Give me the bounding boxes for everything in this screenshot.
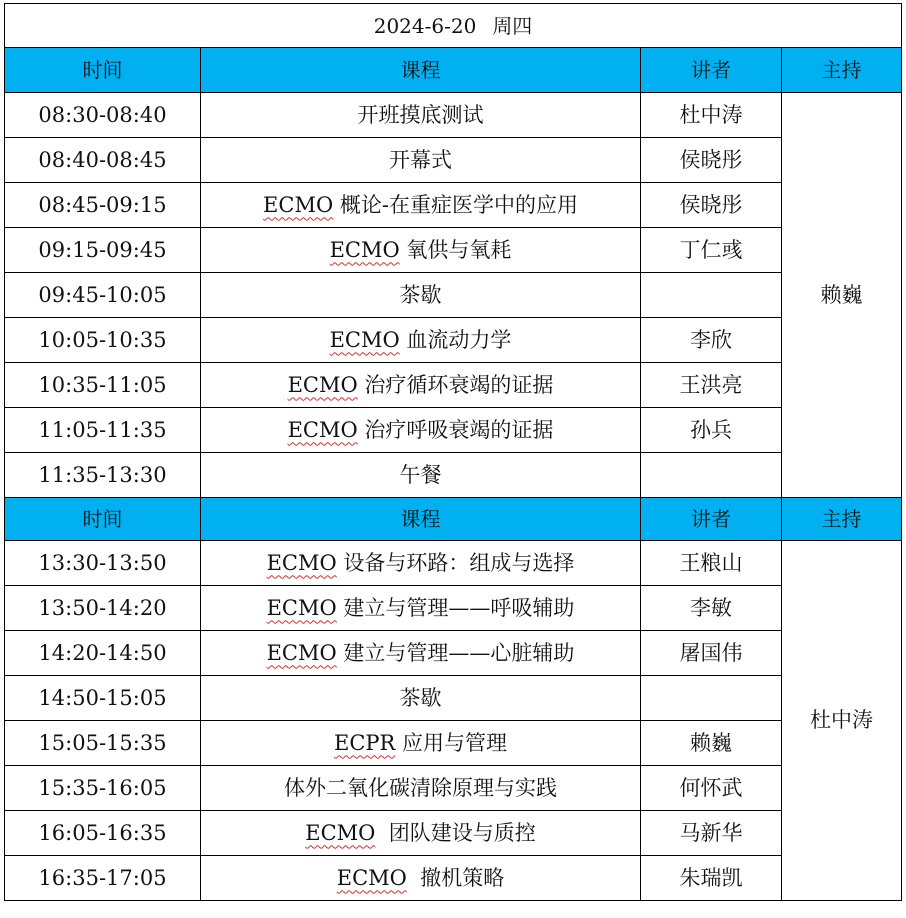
course-cell [201,183,641,228]
time-cell: 14:50-15:05 [5,676,201,721]
course-abbr: ECMO [336,865,407,890]
course-cell [201,631,641,676]
course-title: 应用与管理 [395,730,508,755]
time-cell: 08:30-08:40 [5,93,201,138]
time-cell: 14:20-14:50 [5,631,201,676]
course-abbr: ECMO [329,327,400,352]
schedule-row [5,228,902,273]
title-date: 2024-6-20 [373,13,477,38]
time-cell: 11:05-11:35 [5,408,201,453]
time-cell: 15:35-16:05 [5,766,201,811]
schedule-row [5,93,902,138]
schedule-row [5,273,902,318]
header-row [5,498,902,541]
course-title: 治疗循环衰竭的证据 [357,372,554,397]
course-title: 开幕式 [389,147,452,172]
speaker-cell: 杜中涛 [641,93,782,138]
speaker-cell: 孙兵 [641,408,782,453]
course-title: 体外二氧化碳清除原理与实践 [284,775,557,800]
time-cell: 09:15-09:45 [5,228,201,273]
course-cell [201,856,641,901]
course-cell [201,138,641,183]
course-cell [201,541,641,586]
course-title: 开班摸底测试 [357,102,484,127]
schedule-row [5,586,902,631]
title-weekday: 周四 [492,13,533,38]
course-abbr: ECMO [287,372,358,397]
schedule-row [5,318,902,363]
speaker-cell [641,453,782,498]
course-cell: 午餐 [201,453,641,498]
speaker-cell: 朱瑞凯 [641,856,782,901]
header-time: 时间 [5,498,201,541]
course-cell [201,273,641,318]
time-cell: 10:05-10:35 [5,318,201,363]
time-cell: 15:05-15:35 [5,721,201,766]
time-cell: 16:35-17:05 [5,856,201,901]
course-abbr: ECMO [266,595,337,620]
speaker-cell [641,273,782,318]
time-cell: 13:50-14:20 [5,586,201,631]
course-title: 茶歇 [399,685,442,710]
course-cell [201,408,641,453]
header-row [5,48,902,93]
course-abbr: ECPR [333,730,396,755]
time-cell: 10:35-11:05 [5,363,201,408]
course-abbr: ECMO [266,640,337,665]
course-cell [201,363,641,408]
schedule-row [5,408,902,453]
course-cell [201,586,641,631]
schedule-row [5,721,902,766]
speaker-cell: 李欣 [641,318,782,363]
course-cell [201,811,641,856]
schedule-row [5,541,902,586]
speaker-cell: 王洪亮 [641,363,782,408]
speaker-cell: 侯晓彤 [641,138,782,183]
schedule-table [4,3,902,901]
header-host: 主持 [782,48,902,93]
header-course: 课程 [201,48,641,93]
schedule-row [5,811,902,856]
time-cell: 13:30-13:50 [5,541,201,586]
course-title: 建立与管理——心脏辅助 [336,640,575,665]
course-title: 茶歇 [399,282,442,307]
course-abbr: ECMO [266,550,337,575]
speaker-cell [641,676,782,721]
header-host: 主持 [782,498,902,541]
course-title: 设备与环路：组成与选择 [336,550,575,575]
course-cell [201,318,641,363]
course-title: 建立与管理——呼吸辅助 [336,595,575,620]
header-speaker: 讲者 [641,48,782,93]
course-title: 撤机策略 [406,865,505,890]
schedule-row [5,631,902,676]
time-cell: 08:45-09:15 [5,183,201,228]
course-title: 概论-在重症医学中的应用 [333,192,578,217]
speaker-cell: 赖巍 [641,721,782,766]
speaker-cell: 马新华 [641,811,782,856]
schedule-row [5,856,902,901]
host-cell: 杜中涛 [782,541,902,901]
course-title: 血流动力学 [399,327,512,352]
header-course: 课程 [201,498,641,541]
course-abbr: ECMO [287,417,358,442]
course-cell [201,676,641,721]
schedule-row [5,676,902,721]
schedule-row [5,183,902,228]
time-cell: 09:45-10:05 [5,273,201,318]
time-cell: 08:40-08:45 [5,138,201,183]
header-speaker: 讲者 [641,498,782,541]
course-title: 治疗呼吸衰竭的证据 [357,417,554,442]
lunch-row [5,453,902,498]
speaker-cell: 丁仁彧 [641,228,782,273]
course-abbr: ECMO [329,237,400,262]
schedule-row [5,138,902,183]
table-title [5,4,902,48]
schedule-row [5,766,902,811]
header-time: 时间 [5,48,201,93]
speaker-cell: 侯晓彤 [641,183,782,228]
speaker-cell: 何怀武 [641,766,782,811]
host-cell: 赖巍 [782,93,902,498]
speaker-cell: 王粮山 [641,541,782,586]
time-cell: 16:05-16:35 [5,811,201,856]
course-abbr: ECMO [305,820,376,845]
title-row [5,4,902,48]
course-cell [201,93,641,138]
schedule-row [5,363,902,408]
speaker-cell: 李敏 [641,586,782,631]
course-cell [201,228,641,273]
course-cell [201,721,641,766]
course-title: 氧供与氧耗 [399,237,512,262]
time-cell: 11:35-13:30 [5,453,201,498]
course-title: 团队建设与质控 [375,820,536,845]
course-abbr: ECMO [263,192,334,217]
speaker-cell: 屠国伟 [641,631,782,676]
course-cell [201,766,641,811]
